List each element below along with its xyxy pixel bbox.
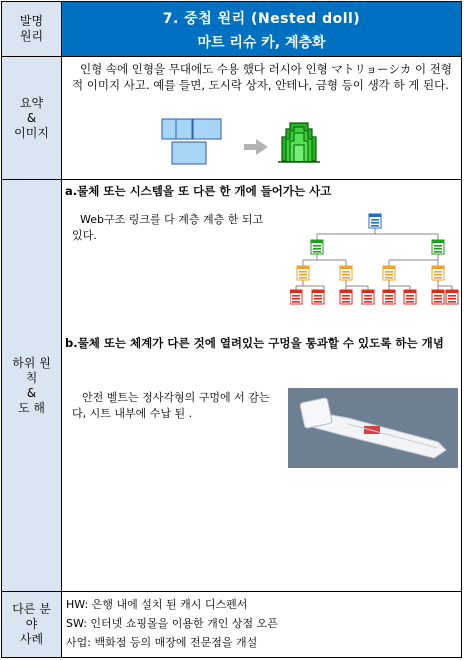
- page-icon-level3: [383, 290, 395, 304]
- page-icon-level3: [404, 290, 416, 304]
- sub-b-heading: b.물체 또는 체계가 다른 것에 열려있는 구멍을 통과할 수 있도록 하는 개념: [65, 336, 444, 350]
- page-icon-level2: [340, 266, 352, 280]
- sub-b-text: 안전 벨트는 정사각형의 구멍에 서 감는다, 시트 내부에 수납 된 .: [72, 391, 270, 420]
- other-line-business: 사업: 백화점 등의 매장에 전문점을 개설: [66, 636, 258, 649]
- page-icon-level2: [297, 266, 309, 280]
- header-left-label: 발명 원리: [2, 2, 62, 57]
- hierarchy-diagram: [290, 210, 460, 310]
- summary-section: [62, 57, 461, 180]
- page-icon-level3: [432, 290, 444, 304]
- header: [62, 2, 461, 57]
- sub-a-text: Web구조 링크를 다 계층 계층 한 되고있다.: [72, 213, 264, 242]
- page-icon-level1: [432, 240, 444, 254]
- summary-text: 인형 속에 인형을 무대에도 수용 했다 러시아 인형 マトリョーシカ 이 전형적 이미지 사고. 예를 들면, 도시락 상자, 안테나, 금형 등이 생각 하 게 된다.: [72, 62, 452, 92]
- other-left-label: 다른 분 야 사례: [2, 592, 62, 657]
- page-icon-level1: [311, 240, 323, 254]
- seatbelt-photo: [288, 388, 458, 468]
- arrow-right-icon: [244, 139, 268, 155]
- other-section: [62, 592, 461, 657]
- page-icon-root: [369, 214, 381, 228]
- sub-left-label: 하위 원 칙 & 도 해: [2, 180, 62, 592]
- page-icon-level3: [362, 290, 374, 304]
- other-line-sw: SW: 인터넷 쇼핑몰을 이용한 개인 상점 오픈: [66, 617, 278, 630]
- page-icon-level3: [446, 290, 458, 304]
- summary-left-label: 요약 & 이미지: [2, 57, 62, 180]
- page-title: 7. 중첩 원리 (Nested doll): [162, 11, 361, 27]
- principle-sheet: [1, 1, 462, 658]
- summary-illustration: [62, 115, 461, 177]
- page-icon-level3: [290, 290, 302, 304]
- sub-section: [62, 180, 461, 592]
- grid-boxes-image: [162, 119, 221, 164]
- nested-shapes-image: [278, 123, 320, 162]
- page-icon-level2: [432, 266, 444, 280]
- other-line-hw: HW: 은행 내에 설치 된 캐시 디스펜서: [66, 598, 248, 611]
- sub-a-heading: a.물체 또는 시스템을 또 다른 한 개에 들어가는 사고: [65, 184, 332, 198]
- page-icon-level3: [312, 290, 324, 304]
- page-icon-level3: [340, 290, 352, 304]
- page-icon-level2: [383, 266, 395, 280]
- page-subtitle: 마트 리슈 카, 계층화: [197, 35, 326, 51]
